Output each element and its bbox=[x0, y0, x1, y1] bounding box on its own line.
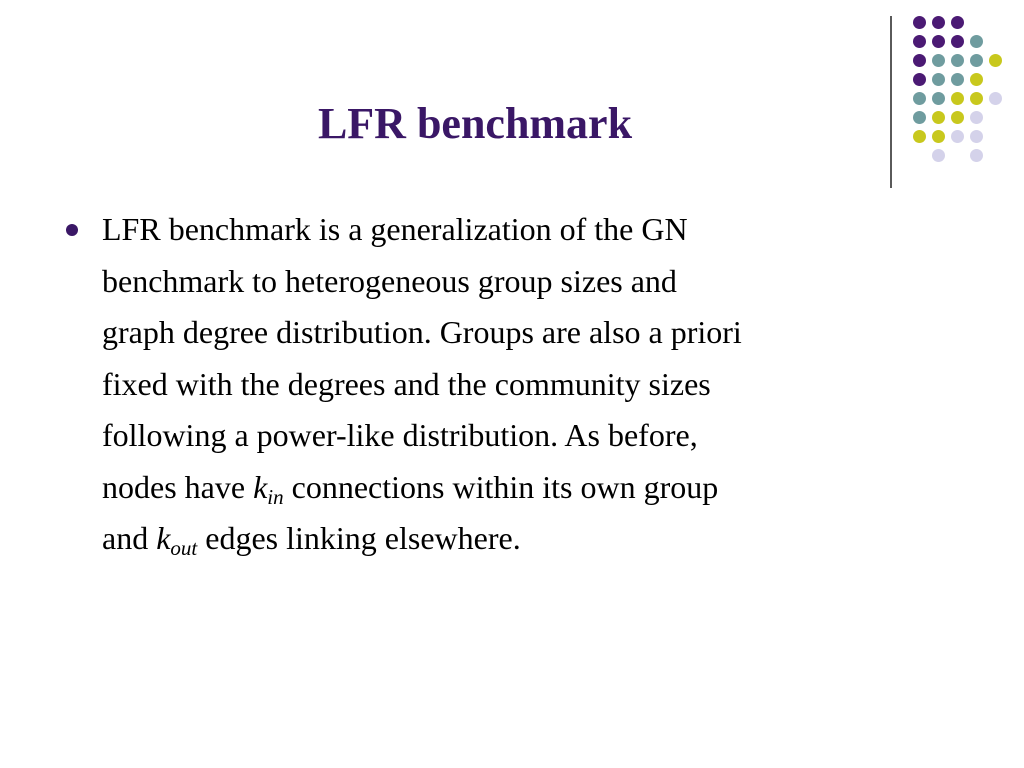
bullet-text-line: following a power-like distribution. As before, bbox=[102, 417, 698, 453]
bullet-text-line: graph degree distribution. Groups are also a priori bbox=[102, 314, 742, 350]
decorative-dot bbox=[970, 111, 983, 124]
decorative-dot bbox=[951, 54, 964, 67]
decorative-dot bbox=[913, 111, 926, 124]
bullet-text-line: fixed with the degrees and the community sizes bbox=[102, 365, 711, 402]
decorative-dot bbox=[970, 73, 983, 86]
text-segment: and bbox=[102, 520, 157, 556]
bullet-text-line bbox=[102, 462, 982, 514]
decorative-dot bbox=[932, 130, 945, 143]
decorative-dot bbox=[932, 92, 945, 105]
vertical-divider bbox=[890, 16, 892, 188]
bullet-dot-icon bbox=[66, 224, 78, 236]
decorative-dot bbox=[951, 130, 964, 143]
decorative-dot bbox=[913, 130, 926, 143]
decorative-dot bbox=[970, 35, 983, 48]
k-variable: k bbox=[253, 468, 268, 505]
bullet-text-line bbox=[102, 513, 982, 565]
decorative-dot bbox=[932, 35, 945, 48]
k-out-subscript: out bbox=[170, 536, 198, 560]
decorative-dot bbox=[951, 16, 964, 29]
decorative-dot bbox=[989, 92, 1002, 105]
decorative-dot bbox=[951, 111, 964, 124]
text-segment: edges linking elsewhere. bbox=[197, 520, 521, 556]
text-segment: connections within its own group bbox=[283, 468, 719, 505]
k-variable: k bbox=[156, 520, 171, 556]
decorative-dot bbox=[951, 35, 964, 48]
decorative-dot bbox=[932, 111, 945, 124]
bullet-text-line: LFR benchmark is a generalization of the GN bbox=[102, 211, 688, 247]
bullet-item bbox=[62, 204, 982, 565]
bullet-text-line: benchmark to heterogeneous group sizes and bbox=[102, 262, 677, 299]
decorative-dot bbox=[913, 92, 926, 105]
decorative-dot bbox=[951, 73, 964, 86]
decorative-dot bbox=[932, 54, 945, 67]
text-segment: nodes have bbox=[102, 468, 254, 505]
decorative-dot bbox=[932, 73, 945, 86]
bullet-list bbox=[62, 204, 982, 565]
decorative-dot bbox=[951, 92, 964, 105]
decorative-dot bbox=[913, 16, 926, 29]
decorative-dot bbox=[970, 130, 983, 143]
decorative-dot bbox=[932, 16, 945, 29]
decorative-dot bbox=[970, 54, 983, 67]
k-in-subscript: in bbox=[267, 484, 284, 509]
decorative-dot bbox=[913, 54, 926, 67]
decorative-dot bbox=[970, 149, 983, 162]
decorative-dot bbox=[970, 92, 983, 105]
decorative-dot bbox=[932, 149, 945, 162]
slide-title: LFR benchmark bbox=[317, 99, 633, 148]
decorative-dot bbox=[913, 35, 926, 48]
decorative-dot bbox=[989, 54, 1002, 67]
decorative-dot bbox=[913, 73, 926, 86]
